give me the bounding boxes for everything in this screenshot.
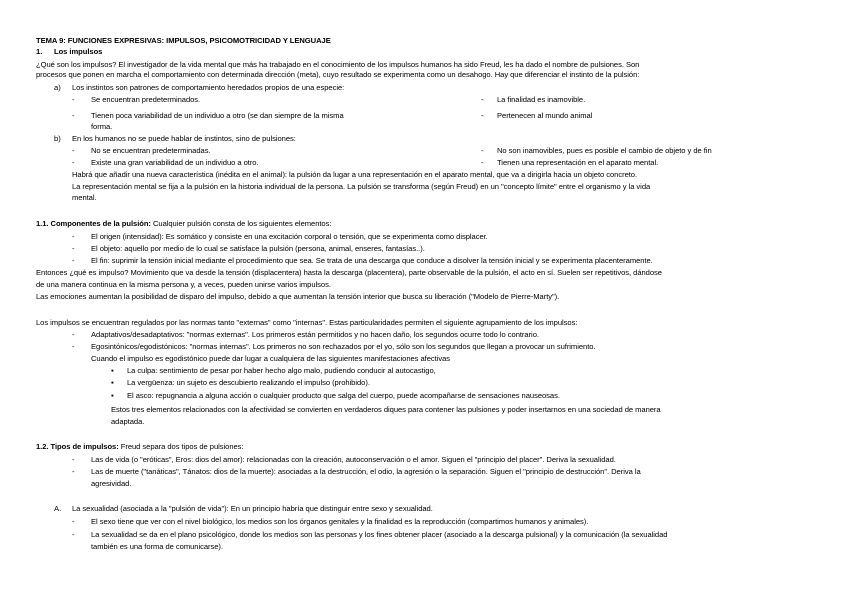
list-item: Egosintónicos/egodistónicos: "normas internas". Los primeros no son rechazados por el yo, sólo son los segundos que llegan a provocar un sufrimiento. bbox=[91, 342, 596, 351]
paragraph-line: Las emociones aumentan la posibilidad de disparo del impulso, debido a que aumentan la tensión interior que busca su liberación ("Modelo de Pierre-Marty"). bbox=[36, 292, 560, 301]
bullet-dash: - bbox=[72, 256, 75, 265]
list-item: La sexualidad se da en el plano psicológico, donde los medios son las personas y los fines obtener placer (asociado a la descarga pulsional) y la comunicación (la sexualidad bbox=[91, 530, 668, 539]
subsection-heading: 1.1. Componentes de la pulsión: bbox=[36, 219, 151, 228]
list-item: No se encuentran predeterminadas. bbox=[91, 146, 211, 155]
paragraph-line: Habrá que añadir una nueva característica (inédita en el animal): la pulsión da lugar a una representación en el aparato mental, que va a dirigirla hacia un objeto concreto. bbox=[72, 170, 638, 179]
paragraph-line: La representación mental se fija a la pulsión en la historia individual de la persona. La pulsión se transforma (según Freud) en un "concepto límite" entre el organismo y la vida bbox=[72, 182, 651, 191]
list-item: No son inamovibles, pues es posible el cambio de objeto y de fin bbox=[497, 146, 712, 155]
bullet-dash: - bbox=[72, 146, 75, 155]
bullet-dash: - bbox=[72, 244, 75, 253]
subsection-line bbox=[36, 442, 243, 452]
bullet-dash: - bbox=[72, 517, 75, 526]
square-bullet-icon: ▪ bbox=[111, 378, 114, 387]
bullet-dash: - bbox=[72, 530, 75, 539]
bullet-dash: - bbox=[72, 467, 75, 476]
list-marker: a) bbox=[54, 83, 61, 92]
list-item: Los instintos son patrones de comportamiento heredados propios de una especie: bbox=[72, 83, 345, 92]
list-item: Las de muerte ("tanáticas", Tánatos: dios de la muerte): asociadas a la destrucción, el odio, la agresión o la separación. Siguen el "principio de destrucción". Deriva la bbox=[91, 467, 641, 476]
list-item: El sexo tiene que ver con el nivel biológico, los medios son los órganos genitales y la finalidad es la reproducción (compartimos humanos y animales). bbox=[91, 517, 589, 526]
bullet-dash: - bbox=[481, 95, 484, 104]
list-item: En los humanos no se puede hablar de instintos, sino de pulsiones: bbox=[72, 134, 296, 143]
paragraph-line: adaptada. bbox=[111, 417, 145, 426]
list-item: La sexualidad (asociada a la "pulsión de vida"): En un principio habría que distinguir entre sexo y sexualidad. bbox=[72, 504, 433, 513]
list-item: Pertenecen al mundo animal bbox=[497, 111, 593, 120]
paragraph-line: Entonces ¿qué es impulso? Movimiento que va desde la tensión (displacentera) hasta la descarga (placentera), parte observable de la pulsión, el acto en sí. Suelen ser repetitivos, dándose bbox=[36, 268, 662, 277]
paragraph-line: de una manera continua en la misma persona y, a veces, pueden unirse varios impulsos. bbox=[36, 280, 331, 289]
paragraph-line: Los impulsos se encuentran regulados por las normas tanto "externas" como "internas". Estas particularidades permiten el siguiente agrupamiento de los impulsos: bbox=[36, 318, 578, 327]
paragraph-line: Estos tres elementos relacionados con la afectividad se convierten en verdaderos diques para contener las pulsiones y poder insertarnos en una sociedad de manera bbox=[111, 405, 661, 414]
section-heading: Los impulsos bbox=[54, 47, 103, 56]
list-item-continuation: agresividad. bbox=[91, 479, 132, 488]
list-item: El asco: repugnancia a alguna acción o cualquier producto que salga del cuerpo, puede acompañarse de sensaciones nauseosas. bbox=[127, 391, 560, 400]
square-bullet-icon: ▪ bbox=[111, 366, 114, 375]
list-item: Tienen una representación en el aparato mental. bbox=[497, 158, 659, 167]
bullet-dash: - bbox=[481, 158, 484, 167]
bullet-dash: - bbox=[72, 95, 75, 104]
bullet-dash: - bbox=[72, 111, 75, 120]
bullet-dash: - bbox=[72, 342, 75, 351]
list-item: La finalidad es inamovible. bbox=[497, 95, 586, 104]
section-number: 1. bbox=[36, 47, 43, 56]
list-item: Las de vida (o "eróticas", Eros: dios del amor): relacionadas con la creación, autoconservación o el amor. Siguen el "principio del placer". Deriva la sexualidad. bbox=[91, 455, 616, 464]
subsection-text: Freud separa dos tipos de pulsiones: bbox=[118, 442, 244, 451]
bullet-dash: - bbox=[481, 146, 484, 155]
paragraph-line: Cuando el impulso es egodistónico puede dar lugar a cualquiera de las siguientes manifestaciones afectivas bbox=[91, 354, 451, 363]
bullet-dash: - bbox=[72, 232, 75, 241]
list-item: La vergüenza: un sujeto es descubierto realizando el impulso (prohibido). bbox=[127, 378, 370, 387]
list-item: El fin: suprimir la tensión inicial mediante el procedimiento que sea. Se trata de una descarga que conduce a disolver la tensión inicial y se experimenta placenteramente. bbox=[91, 256, 653, 265]
list-item: Existe una gran variabilidad de un individuo a otro. bbox=[91, 158, 259, 167]
list-item: Tienen poca variabilidad de un individuo a otro (se dan siempre de la misma bbox=[91, 111, 344, 120]
list-item: El objeto: aquello por medio de lo cual se satisface la pulsión (persona, animal, enseres, fantasías..). bbox=[91, 244, 425, 253]
subsection-text: Cualquier pulsión consta de los siguientes elementos: bbox=[150, 219, 332, 228]
subsection-line bbox=[36, 219, 331, 229]
list-item-continuation: forma. bbox=[91, 122, 113, 131]
list-item: Se encuentran predeterminados. bbox=[91, 95, 201, 104]
document-title: TEMA 9: FUNCIONES EXPRESIVAS: IMPULSOS, PSICOMOTRICIDAD Y LENGUAJE bbox=[36, 36, 331, 45]
square-bullet-icon: ▪ bbox=[111, 391, 114, 400]
list-item: La culpa: sentimiento de pesar por haber hecho algo malo, pudiendo conducir al autocastigo, bbox=[127, 366, 436, 375]
paragraph-line: procesos que ponen en marcha el comportamiento con determinada dirección (meta), cuyo resultado se experimenta como un desahogo. Hay que diferenciar el instinto de la pulsión: bbox=[36, 70, 640, 79]
subsection-heading: 1.2. Tipos de impulsos: bbox=[36, 442, 119, 451]
list-item: Adaptativos/desadaptativos: "normas externas". Los primeros están permitidos y no hacen daño, los segundos ocurre todo lo contrario. bbox=[91, 330, 539, 339]
list-marker: b) bbox=[54, 134, 61, 143]
bullet-dash: - bbox=[481, 111, 484, 120]
paragraph-line: ¿Qué son los impulsos? El investigador de la vida mental que más ha trabajado en el conocimiento de los impulsos humanos ha sido Freud, les ha dado el nombre de pulsiones. Son bbox=[36, 60, 640, 69]
list-item: El origen (intensidad): Es somático y consiste en una excitación corporal o tensión, que se experimenta como displacer. bbox=[91, 232, 488, 241]
list-marker: A. bbox=[54, 504, 62, 513]
paragraph-line: mental. bbox=[72, 193, 97, 202]
bullet-dash: - bbox=[72, 455, 75, 464]
bullet-dash: - bbox=[72, 330, 75, 339]
bullet-dash: - bbox=[72, 158, 75, 167]
list-item-continuation: también es una forma de comunicarse). bbox=[91, 542, 223, 551]
